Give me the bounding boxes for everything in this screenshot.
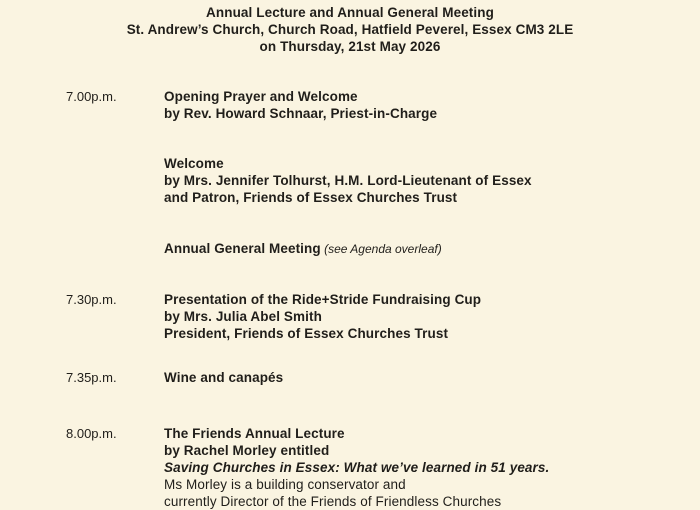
schedule-item: [164, 291, 700, 342]
schedule-item: [164, 240, 700, 258]
schedule-line: Annual General Meeting (see Agenda overleaf): [164, 241, 442, 256]
schedule-line: Welcome: [164, 156, 224, 171]
schedule-line: by Mrs. Julia Abel Smith: [164, 309, 322, 324]
schedule-item: [164, 155, 700, 206]
event-location: St. Andrew’s Church, Church Road, Hatfield Peverel, Essex CM3 2LE: [126, 22, 574, 37]
schedule-item: [164, 425, 700, 510]
schedule-row: [0, 369, 700, 386]
schedule-row: [0, 425, 700, 510]
schedule-item: [164, 369, 700, 386]
schedule-line: and Patron, Friends of Essex Churches Trust: [164, 190, 458, 205]
schedule-time: 7.30p.m.: [66, 292, 117, 307]
agenda-note: (see Agenda overleaf): [320, 242, 442, 256]
schedule-time: 7.00p.m.: [66, 89, 117, 104]
schedule-row: [0, 155, 700, 206]
schedule-item: [164, 88, 700, 122]
schedule-time: 7.35p.m.: [66, 370, 117, 385]
schedule-line: currently Director of the Friends of Friendless Churches: [164, 494, 502, 509]
schedule-row: [0, 240, 700, 258]
schedule-line: Opening Prayer and Welcome: [164, 89, 358, 104]
schedule-line: by Rev. Howard Schnaar, Priest-in-Charge: [164, 106, 438, 121]
schedule-line: The Friends Annual Lecture: [164, 426, 345, 441]
schedule-line: by Mrs. Jennifer Tolhurst, H.M. Lord-Lieutenant of Essex: [164, 173, 532, 188]
schedule-row: [0, 291, 700, 342]
schedule-row: [0, 88, 700, 122]
schedule-time: 8.00p.m.: [66, 426, 117, 441]
schedule-line: Presentation of the Ride+Stride Fundraising Cup: [164, 292, 482, 307]
schedule-line: Saving Churches in Essex: What we’ve learned in 51 years.: [164, 460, 550, 475]
event-title: Annual Lecture and Annual General Meeting: [206, 5, 494, 20]
event-date: on Thursday, 21st May 2026: [259, 39, 441, 54]
schedule-line: President, Friends of Essex Churches Trust: [164, 326, 449, 341]
document-header: [0, 0, 700, 55]
schedule-line: Ms Morley is a building conservator and: [164, 477, 406, 492]
schedule-line: by Rachel Morley entitled: [164, 443, 330, 458]
schedule: [0, 88, 700, 510]
schedule-line: Wine and canapés: [164, 370, 284, 385]
